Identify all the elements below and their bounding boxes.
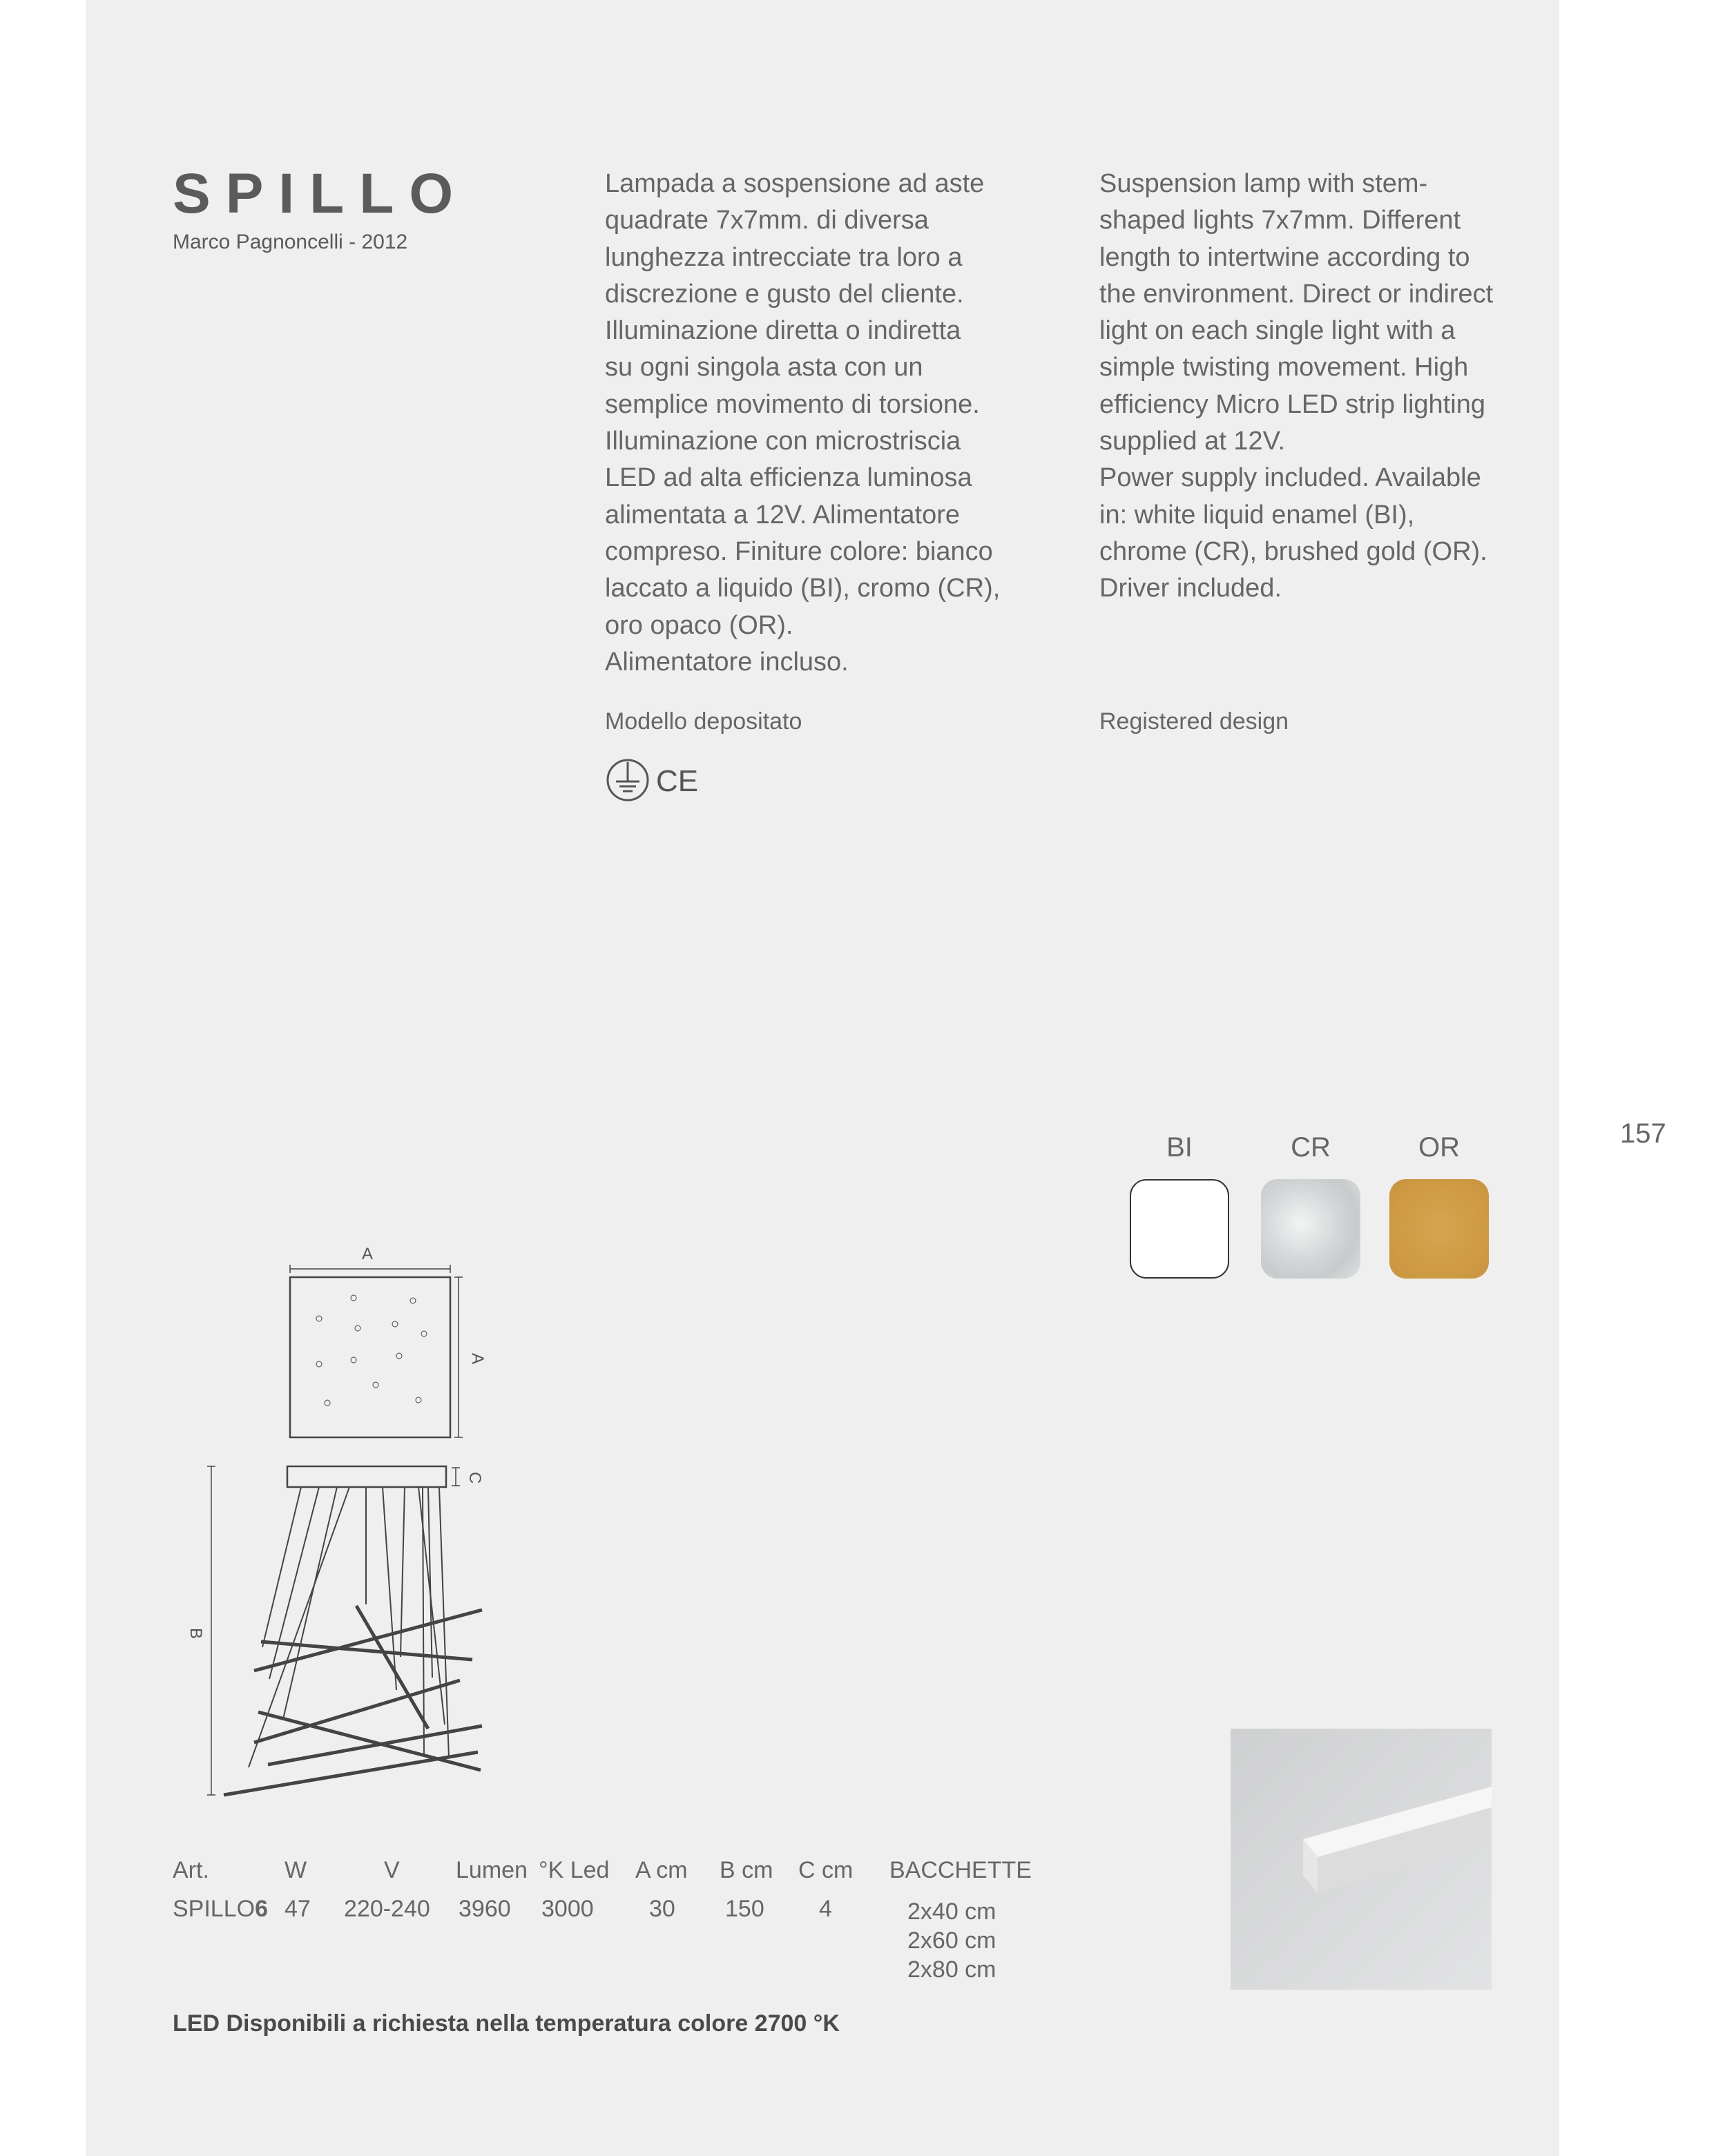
description-line: the environment. Direct or indirect [1099, 279, 1494, 309]
finish-label-cr: CR [1291, 1132, 1331, 1163]
spec-cell-bacchette-3: 2x80 cm [907, 1956, 996, 1983]
spec-header-lumen: Lumen [456, 1857, 528, 1883]
finish-label-or: OR [1418, 1132, 1460, 1163]
description-line: su ogni singola asta con un [605, 353, 923, 382]
product-title: SPILLO [173, 162, 469, 225]
description-line: shaped lights 7x7mm. Different [1099, 206, 1461, 235]
description-italian [605, 166, 1033, 681]
registered-design-en: Registered design [1099, 708, 1289, 735]
spec-art-number: 6 [255, 1896, 268, 1922]
finish-swatch-gold [1389, 1179, 1489, 1279]
side-view [207, 1466, 482, 1795]
spec-header-v: V [384, 1857, 400, 1883]
finish-swatch-white [1130, 1179, 1229, 1279]
certification-marks [605, 757, 709, 805]
ground-symbol-icon [608, 760, 648, 800]
led-availability-note: LED Disponibili a richiesta nella temperatura colore 2700 °K [173, 2010, 840, 2037]
spec-cell-art [173, 1896, 268, 1923]
description-line: length to intertwine according to [1099, 242, 1470, 272]
description-line: Suspension lamp with stem- [1099, 169, 1428, 198]
spec-header-c: C cm [798, 1857, 854, 1883]
spec-cell-b: 150 [725, 1896, 764, 1922]
spec-header-w: W [285, 1857, 307, 1883]
description-line: supplied at 12V. [1099, 427, 1286, 456]
spec-cell-a: 30 [649, 1896, 675, 1922]
spec-header-b: B cm [720, 1857, 773, 1883]
technical-drawing [166, 1243, 497, 1816]
description-line: lunghezza intrecciate tra loro a [605, 242, 963, 272]
spec-header-kelvin: °K Led [539, 1857, 610, 1883]
description-line: Power supply included. Available [1099, 463, 1481, 493]
description-line: LED ad alta efficienza luminosa [605, 463, 972, 493]
spec-header-bacchette: BACCHETTE [889, 1857, 1032, 1883]
spec-cell-bacchette-2: 2x60 cm [907, 1927, 996, 1954]
designer-credit: Marco Pagnoncelli - 2012 [173, 231, 408, 253]
dimension-label-c: C [465, 1472, 484, 1484]
spec-cell-lumen: 3960 [459, 1896, 511, 1922]
description-line: Illuminazione diretta o indiretta [605, 316, 961, 346]
description-line: Lampada a sospensione ad aste [605, 169, 985, 198]
spec-cell-kelvin: 3000 [541, 1896, 594, 1922]
spec-art-prefix: SPILLO [173, 1896, 256, 1922]
description-line: simple twisting movement. High [1099, 353, 1469, 382]
dimension-label-a-top: A [361, 1245, 374, 1263]
description-line: Driver included. [1099, 574, 1282, 603]
dimension-label-b: B [186, 1628, 205, 1640]
description-line: discrezione e gusto del cliente. [605, 279, 964, 309]
spec-cell-bacchette-1: 2x40 cm [907, 1898, 996, 1925]
registered-design-it: Modello depositato [605, 708, 802, 735]
dimension-label-a-side: A [468, 1353, 487, 1365]
finish-swatch-chrome [1261, 1179, 1360, 1279]
page-number: 157 [1620, 1118, 1666, 1149]
description-line: efficiency Micro LED strip lighting [1099, 389, 1485, 419]
description-english [1099, 166, 1514, 608]
description-line: oro opaco (OR). [605, 610, 793, 640]
finish-label-bi: BI [1166, 1132, 1193, 1163]
description-line: light on each single light with a [1099, 316, 1456, 346]
description-line: alimentata a 12V. Alimentatore [605, 500, 961, 530]
description-line: laccato a liquido (BI), cromo (CR), [605, 574, 1001, 603]
description-line: chrome (CR), brushed gold (OR). [1099, 536, 1487, 566]
description-line: Alimentatore incluso. [605, 647, 849, 677]
spec-cell-w: 47 [285, 1896, 311, 1922]
description-line: in: white liquid enamel (BI), [1099, 500, 1415, 530]
spec-cell-v: 220-240 [344, 1896, 430, 1922]
top-view [290, 1265, 463, 1437]
description-line: quadrate 7x7mm. di diversa [605, 206, 929, 235]
description-line: compreso. Finiture colore: bianco [605, 536, 993, 566]
description-line: Illuminazione con microstriscia [605, 427, 961, 456]
spec-cell-c: 4 [819, 1896, 832, 1922]
ce-mark-icon: CE [656, 764, 699, 798]
description-line: semplice movimento di torsione. [605, 389, 980, 419]
spec-header-a: A cm [635, 1857, 688, 1883]
product-detail-photo [1231, 1729, 1492, 1990]
spec-header-art: Art. [173, 1857, 209, 1883]
